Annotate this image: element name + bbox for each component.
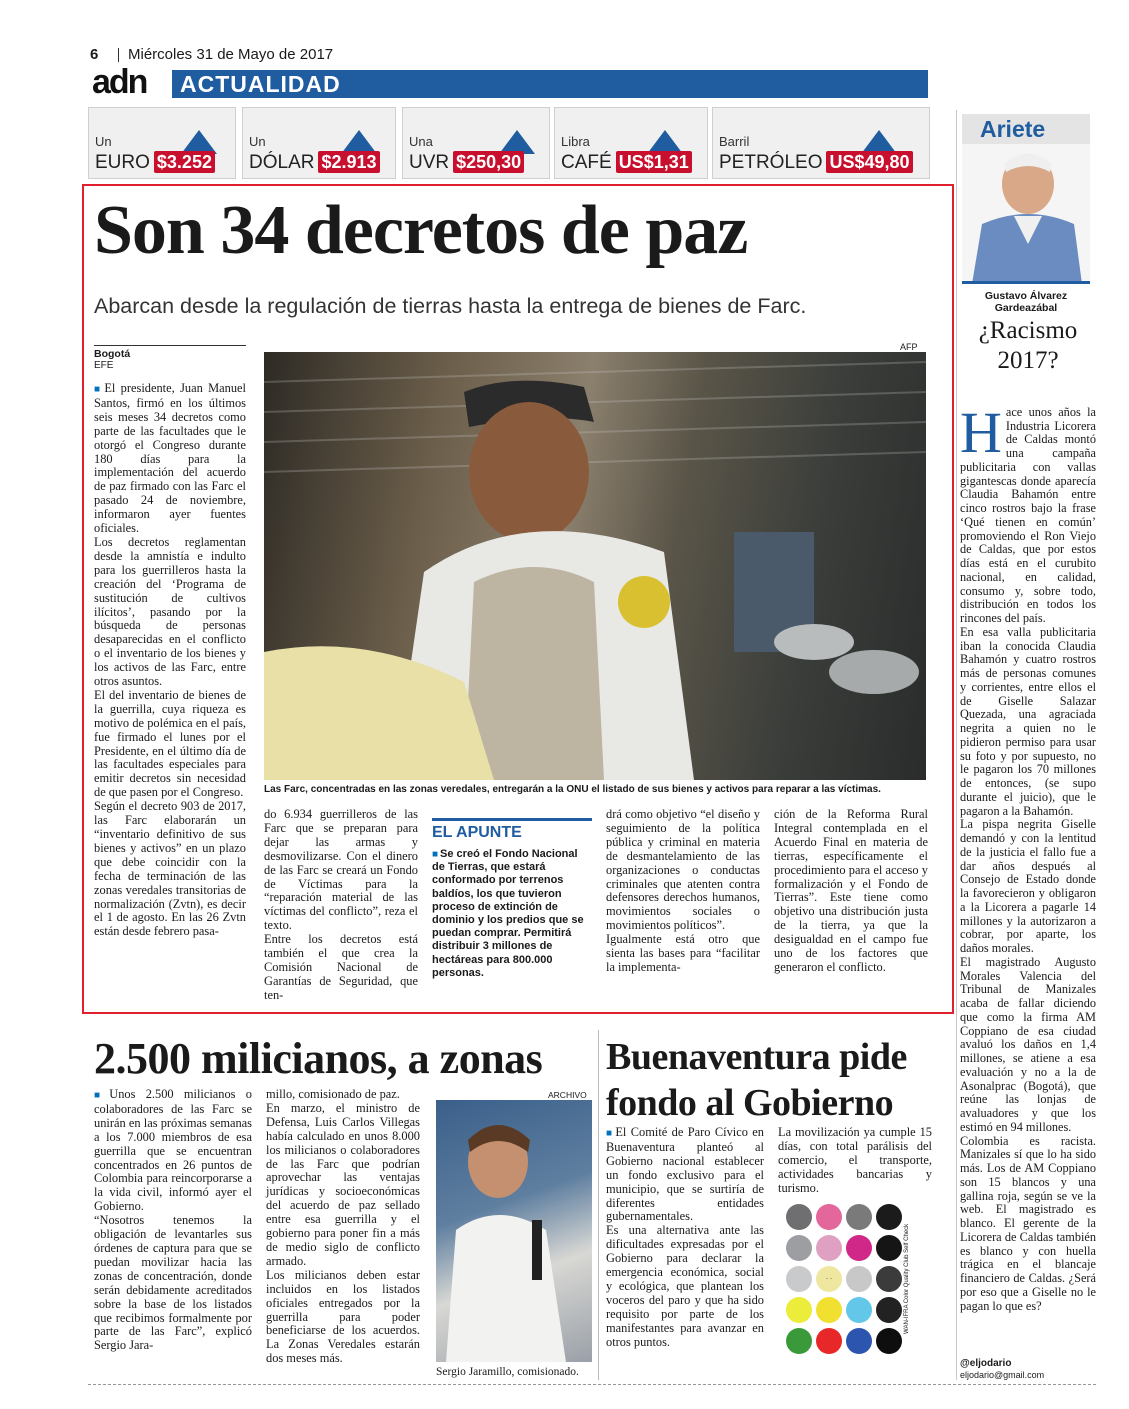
main-headline: Son 34 decretos de paz bbox=[94, 192, 748, 269]
story2-photo-caption: Sergio Jaramillo, comisionado. bbox=[436, 1366, 579, 1378]
story3-divider bbox=[598, 1030, 599, 1380]
ticker-label: Un bbox=[95, 134, 112, 149]
ticker-label: Barril bbox=[719, 134, 750, 149]
ariete-headline: ¿Racismo 2017? bbox=[978, 317, 1078, 374]
bottom-rule bbox=[88, 1384, 1096, 1385]
adn-logo: adn bbox=[92, 63, 147, 101]
color-bar-text: WAN-IFRA Color Quality Club Self Check bbox=[904, 1223, 910, 1334]
ticker-value: US$1,31 bbox=[616, 151, 692, 173]
story2-photo bbox=[436, 1100, 592, 1362]
bullet-icon: ■ bbox=[606, 1128, 614, 1139]
ticker-dolar bbox=[242, 107, 396, 179]
author-photo bbox=[962, 144, 1090, 284]
dropcap: H bbox=[960, 399, 1002, 465]
ticker-euro bbox=[88, 107, 236, 179]
apunte-text-body: Se creó el Fondo Nacional de Tierras, que estará conformado por terrenos baldíos, los que tuvieron proceso de extinción de dominio y los predios que se puedan comprar. Permitirá distribuir 3 millones de hectáreas para 800.000 personas. bbox=[432, 848, 584, 979]
ariete-email: eljodario@gmail.com bbox=[960, 1370, 1045, 1380]
ariete-handle: @eljodario bbox=[960, 1358, 1012, 1369]
header-divider bbox=[118, 48, 119, 62]
story2-headline: 2.500 milicianos, a zonas bbox=[94, 1034, 543, 1083]
main-col2: do 6.934 guerrilleros de las Farc que se preparan para dejar las armas y desmovilizarse. Con el dinero de las Farc se creará un Fondo de Víctimas para la “reparación material de las víctimas del conflicto”, reza el texto. Entre los decretos está también el que crea la Comisión Nacional de Garantías de Seguridad, que ten- bbox=[264, 807, 418, 1002]
story3-col1-text: El Comité de Paro Cívico en Buenaventura planteó al Gobierno nacional establecer un fondo exclusivo para el municipio, que se surtiría de diferentes entidades gubernamentales. Es una alternativa ante las dificultades expresadas por el Gobierno para declarar la emergencia económica, social y ecológica, que plantean los voceros del paro y que ha sido requisito por parte de los manifestantes para avanzar en otros puntos. bbox=[606, 1125, 765, 1349]
story3-headline: Buenaventura pide fondo al Gobierno bbox=[606, 1036, 907, 1124]
ariete-body bbox=[960, 392, 1096, 1313]
apunte-text bbox=[432, 848, 592, 980]
main-col4: ción de la Reforma Rural Integral contemplada en el Acuerdo Final en materia de tierras, específicamente el procedimiento para el acceso y formalización y el Fondo de Tierras”. Este tiene como objetivo una distribución justa de la tierra, ya que la desigualdad en el campo fue uno de los factores que generaron el conflicto. bbox=[774, 807, 928, 974]
section-title: ACTUALIDAD bbox=[180, 71, 341, 97]
dateline: Bogotá bbox=[94, 348, 131, 360]
ticker-name: DÓLAR bbox=[249, 152, 315, 173]
author-name: Gustavo Álvarez Gardeazábal bbox=[984, 290, 1068, 314]
story3-col2: La movilización ya cumple 15 días, con total parálisis del comercio, el transporte, actividades bancarias y turismo. bbox=[778, 1125, 932, 1195]
ticker-label: Libra bbox=[561, 134, 590, 149]
dateline-rule bbox=[94, 345, 246, 346]
main-photo bbox=[264, 352, 926, 780]
main-col1-text: El presidente, Juan Manuel Santos, firmó en los últimos seis meses 34 decretos como parte de las facultades que le otorgó el Congreso durante 180 días para la implementación del acuerdo de paz firmado con las Farc el pasado 24 de noviembre, informaron ayer fuentes oficiales. Los decretos reglamentan desde la amnistía e indulto para los guerrilleros hasta la creación del ‘Programa de sustitución de cultivos ilícitos’, pasando por la búsqueda de personas desaparecidas en el conflicto o el inventario de los bienes y los activos de las Farc, entre otros asuntos. El del inventario de bienes de la guerrilla, cuya riqueza es motivo de polémica en el país, fue firmado el lunes por el Presidente, en el último día de las facultades especiales para emitir decretos sin necesidad de que pasen por el Congreso. Según el decreto 903 de 2017, las Farc elaborarán un “inventario definitivo de sus bienes y activos” en un plazo que debe coincidir con la fecha de terminación de las zonas veredales transitorias de normalización (Zvtn), es decir el 1 de agosto. En las 26 Zvtn están desde febrero pasa- bbox=[94, 381, 246, 939]
ariete-title: Ariete bbox=[980, 116, 1046, 142]
story2-col1 bbox=[94, 1088, 252, 1353]
ticker-uvr bbox=[402, 107, 550, 179]
ariete-text: ace unos años la Industria Licorera de Caldas montó una campaña publicitaria con vallas gigantescas donde aparecía Claudia Bahamón entre cinco rostros bajo la frase ‘Qué tienen en común’ promoviendo el Ron Viejo de Caldas, que por estos días está en el curubito nacional, en calidad, consumo y, sobre todo, distribución en todos los rincones del país. En esa valla publicitaria iban la conocida Claudia Bahamón y cuatro rostros más de personas comunes y corrientes, entre ellos el de Giselle Salazar Quezada, una agraciada negrita a quien no le pidieron permiso para usar su foto y por supuesto, no le pagaron los 70 millones de entonces, (se supo durante el juicio), que le pagaron a la Bahamón. La pispa negrita Giselle demandó y con la lentitud de la justicia el fallo fue a dar años después al Consejo de Estado donde la favorecieron y obligaron a la Licorera a pagarle 14 millones y la autorizaron a cobrar, por aparte, los daños morales. El magistrado Augusto Morales Valencia del Tribunal de Manizales acaba de fallar diciendo que como la firma AM Coppiano de esa ciudad avaluó los daños en 1,4 millones, se atiene a esa evaluación y no a la de Asonalprac (Bogotá), que reúne las lonjas de avaluadores y que los estimó en 94 millones. Colombia es racista. Manizales sí que lo ha sido más. Los de AM Coppiano son 15 blancos y una gallina roja, según se ve la web. El magistrado es blanco. El gerente de la Licorera de Caldas también es blanco y con huella trágica en el blancaje financiero de Caldas. ¿Será por eso que a Giselle no le pagan lo que es? bbox=[960, 404, 1096, 1313]
main-col1 bbox=[94, 382, 246, 939]
apunte-title: EL APUNTE bbox=[432, 824, 522, 841]
apunte-box bbox=[432, 818, 592, 1000]
ticker-name: CAFÉ bbox=[561, 152, 612, 173]
apunte-rule bbox=[432, 818, 592, 821]
main-photo-caption: Las Farc, concentradas en las zonas veredales, entregarán a la ONU el listado de sus bienes y activos para reparar a las víctimas. bbox=[264, 784, 881, 795]
ticker-label: Una bbox=[409, 134, 433, 149]
photo-credit: AFP bbox=[900, 342, 918, 352]
ticker-petroleo bbox=[712, 107, 930, 179]
ticker-label: Un bbox=[249, 134, 266, 149]
main-col3: drá como objetivo “el diseño y seguimiento de la política pública y criminal en materia de desmantelamiento de las organizaciones o conductas criminales que atenten contra defensores derechos humanos, movimientos sociales o movimientos políticos”. Igualmente está otro que sienta las bases para “facilitar la implementa- bbox=[606, 807, 760, 974]
story3-col1 bbox=[606, 1126, 764, 1350]
color-quality-bar bbox=[786, 1204, 924, 1366]
speaker-illustration bbox=[436, 1100, 592, 1362]
page-number: 6 bbox=[90, 46, 99, 63]
issue-date: Miércoles 31 de Mayo de 2017 bbox=[128, 46, 334, 63]
color-dots: · · bbox=[786, 1204, 906, 1366]
story2-col2: millo, comisionado de paz. En marzo, el ministro de Defensa, Luis Carlos Villegas había calculado en unos 8.000 los milicianos o colaboradores de las Farc que podrían aprovechar las ventajas jurídicas y socioeconómicas del acuerdo de paz sellado entre esa guerrilla y el gobierno para poner fin a más de medio siglo de conflicto armado. Los milicianos deben estar incluidos en los listados oficiales entregados por la guerrilla para poder beneficiarse de los acuerdos. La Zonas Veredales estarán dos meses más. bbox=[266, 1087, 420, 1366]
story2-col1-text: Unos 2.500 milicianos o colaboradores de las Farc se unirán en las próximas semanas a los 7.000 miembros de esa guerrilla que se encuentran concentrados en 26 puntos de Colombia para reincorporarse a la vida civil, informó ayer el Gobierno. “Nosotros tenemos la obligación de levantarles sus órdenes de captura para que se puedan movilizar hacia las zonas de concentración, donde serán debidamente acreditados sobre la base de los listados que recibimos formalmente por parte de las Farc”, explicó Sergio Jara- bbox=[94, 1087, 252, 1353]
agency: EFE bbox=[94, 360, 114, 371]
ticker-value: $250,30 bbox=[453, 151, 524, 173]
ticker-name: PETRÓLEO bbox=[719, 152, 823, 173]
cook-illustration bbox=[264, 352, 926, 780]
ticker-name: UVR bbox=[409, 152, 450, 173]
ticker-value: $2.913 bbox=[318, 151, 379, 173]
ariete-border bbox=[956, 110, 957, 1380]
ticker-cafe bbox=[554, 107, 708, 179]
bullet-icon: ■ bbox=[94, 1090, 108, 1101]
story2-photo-credit: ARCHIVO bbox=[548, 1090, 587, 1100]
ticker-name: EURO bbox=[95, 152, 150, 173]
ticker-value: US$49,80 bbox=[826, 151, 912, 173]
main-subhead: Abarcan desde la regulación de tierras hasta la entrega de bienes de Farc. bbox=[94, 294, 807, 318]
author-portrait bbox=[962, 144, 1090, 284]
bullet-icon: ■ bbox=[94, 384, 103, 395]
ticker-value: $3.252 bbox=[154, 151, 215, 173]
bullet-icon: ■ bbox=[432, 849, 439, 860]
